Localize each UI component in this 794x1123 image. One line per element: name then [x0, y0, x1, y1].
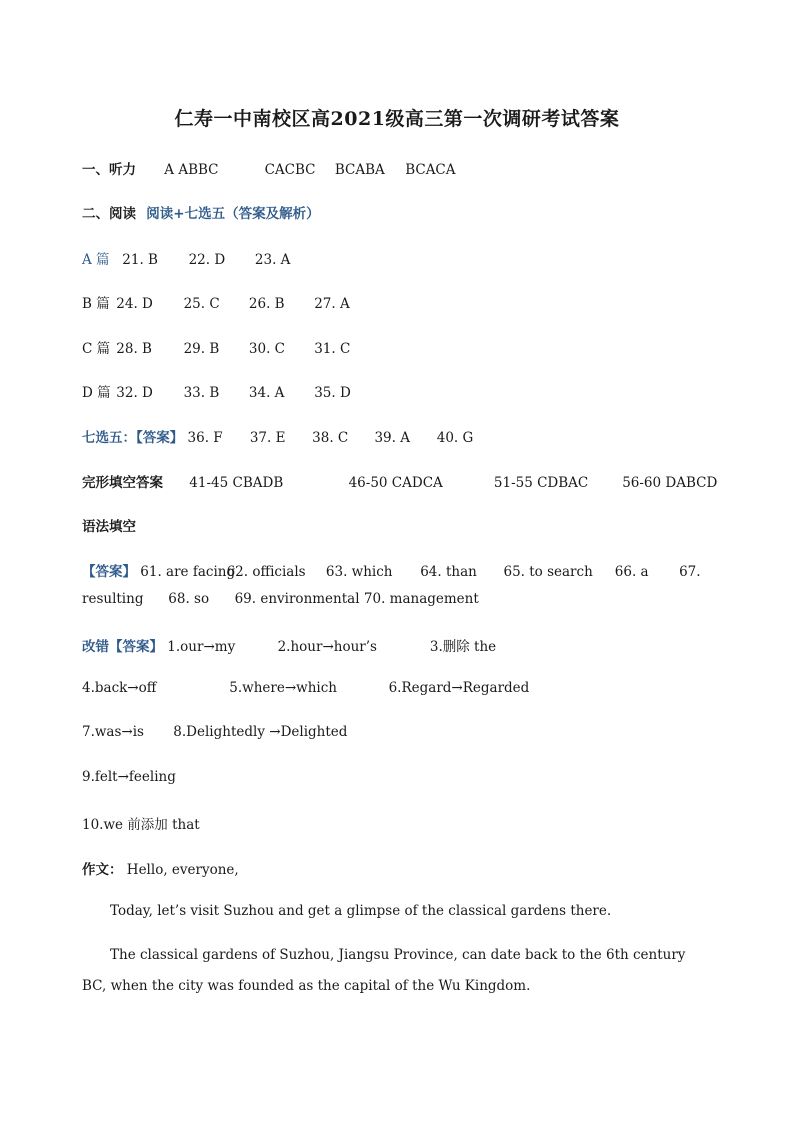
correction-row-1	[82, 635, 496, 655]
answer-item: 62. officials	[226, 564, 306, 580]
answer-item: 31. C	[314, 341, 351, 357]
answer-item: 68. so	[168, 591, 210, 607]
grammar-row-2	[82, 591, 479, 607]
answer-item: 61. are facing	[140, 564, 236, 580]
correction-item: 10.we 前添加 that	[82, 817, 200, 833]
correction-row-5	[82, 813, 200, 833]
cloze-group: 51-55 CDBAC	[493, 475, 589, 491]
grammar-answer-label: 【答案】	[82, 564, 136, 580]
reading-row	[82, 202, 320, 222]
listening-group: BCABA	[334, 162, 385, 178]
seven-choose-five-row	[82, 426, 473, 446]
answer-item: 21. B	[122, 252, 158, 268]
correction-item: 5.where→which	[229, 680, 337, 696]
passage-label: D 篇	[82, 385, 111, 401]
passage-row-d	[82, 381, 351, 401]
correction-row-2	[82, 680, 529, 696]
answer-item: 29. B	[183, 341, 220, 357]
correction-item: 2.hour→hour’s	[277, 639, 377, 655]
answer-item: 69. environmental	[234, 591, 360, 607]
answer-item: 63. which	[325, 564, 393, 580]
answer-item: 22. D	[188, 252, 226, 268]
answer-item: 28. B	[116, 341, 152, 357]
passage-label: B 篇	[82, 296, 110, 312]
answer-item: 37. E	[249, 430, 286, 446]
answer-item: 65. to search	[503, 564, 593, 580]
correction-label: 改错【答案】	[82, 639, 163, 655]
answer-item: 67.	[679, 564, 701, 580]
correction-item: 4.back→off	[82, 680, 157, 696]
answer-item: 38. C	[312, 430, 349, 446]
answer-item: 30. C	[248, 341, 285, 357]
listening-group: BCACA	[405, 162, 456, 178]
answer-item: 36. F	[187, 430, 223, 446]
essay-paragraph-2: The classical gardens of Suzhou, Jiangsu Province, can date back to the 6th century BC, when the city was founded as the capital of the Wu Kingdom.	[82, 947, 686, 994]
listening-group: A ABBC	[164, 162, 219, 178]
passage-row-c	[82, 337, 350, 357]
passage-row-b	[82, 292, 350, 312]
passage-row-a	[82, 248, 290, 268]
cloze-group: 46-50 CADCA	[348, 475, 443, 491]
correction-item: 1.our→my	[167, 639, 236, 655]
listening-label: 一、听力	[82, 162, 136, 178]
correction-item: 8.Delightedly →Delighted	[173, 724, 348, 740]
answer-item: 32. D	[116, 385, 153, 401]
answer-item: 40. G	[436, 430, 474, 446]
grammar-row-1	[82, 560, 701, 580]
answer-item: 66. a	[614, 564, 649, 580]
passage-label: A 篇	[82, 252, 110, 268]
listening-group: CACBC	[264, 162, 316, 178]
listening-row	[82, 158, 456, 178]
answer-item: 25. C	[183, 296, 220, 312]
reading-sublabel: 阅读+七选五（答案及解析）	[146, 206, 320, 222]
essay-greeting: Hello, everyone,	[126, 862, 239, 878]
correction-row-4	[82, 769, 176, 785]
answer-item: 39. A	[374, 430, 410, 446]
answer-item: 23. A	[254, 252, 291, 268]
essay-row	[82, 858, 239, 878]
seven-label: 七选五：【答案】	[82, 430, 184, 446]
essay-paragraph-1: Today, let’s visit Suzhou and get a glimpse of the classical gardens there.	[110, 903, 612, 919]
correction-item: 6.Regard→Regarded	[388, 680, 530, 696]
answer-item: 34. A	[248, 385, 285, 401]
answer-item: 24. D	[116, 296, 153, 312]
cloze-group: 56-60 DABCD	[622, 475, 718, 491]
grammar-label: 语法填空	[82, 519, 136, 535]
answer-item: 26. B	[248, 296, 285, 312]
answer-item: 33. B	[183, 385, 220, 401]
answer-item: 27. A	[314, 296, 350, 312]
correction-item: 7.was→is	[82, 724, 144, 740]
page-title: 仁寿一中南校区高2021级高三第一次调研考试答案	[174, 108, 620, 130]
answer-item: 35. D	[314, 385, 351, 401]
cloze-group: 41-45 CBADB	[189, 475, 284, 491]
reading-label: 二、阅读	[82, 206, 136, 222]
answer-item: 64. than	[420, 564, 477, 580]
correction-item: 3.删除 the	[429, 639, 497, 655]
answer-item: resulting	[82, 591, 144, 607]
essay-label: 作文：	[82, 862, 123, 878]
passage-label: C 篇	[82, 341, 111, 357]
cloze-row	[82, 471, 717, 491]
cloze-label: 完形填空答案	[82, 475, 163, 491]
correction-item: 9.felt→feeling	[82, 769, 176, 785]
answer-item: 70. management	[363, 591, 479, 607]
correction-row-3	[82, 724, 347, 740]
